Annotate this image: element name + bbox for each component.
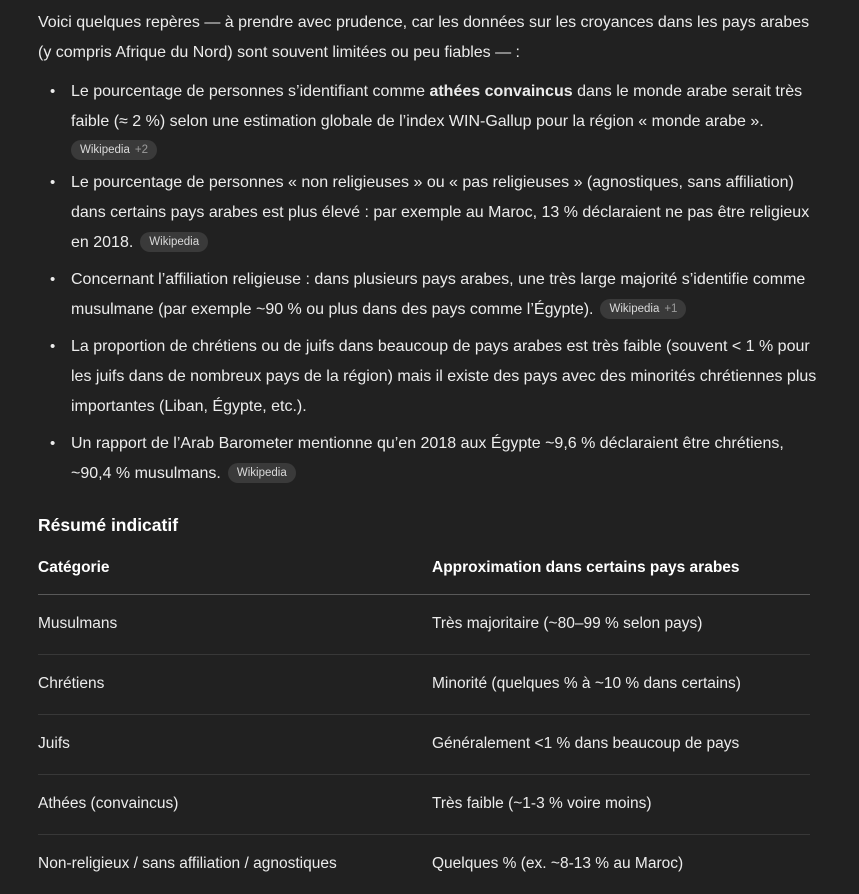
- citation-badge-label: Wikipedia: [149, 232, 199, 252]
- citation-badge-wikipedia[interactable]: [140, 232, 208, 252]
- bold-text: athées convaincus: [429, 83, 572, 100]
- value-cell: Quelques % (ex. ~8-13 % au Maroc): [432, 835, 810, 894]
- list-item-atheists: [50, 77, 821, 161]
- bullet-text: La proportion de chrétiens ou de juifs dans beaucoup de pays arabes est très faible (souvent < 1 % pour les juifs dans de nombreux pays de la région) mais il existe des pays avec des minorités chrétiennes plus importantes (Liban, Égypte, etc.).: [71, 338, 816, 415]
- bullet-list: [38, 77, 821, 489]
- table-row-christians: [38, 655, 810, 715]
- category-cell: Non-religieux / sans affiliation / agnostiques: [38, 835, 432, 894]
- value-cell: Très majoritaire (~80–99 % selon pays): [432, 595, 810, 655]
- citation-badge-label: Wikipedia: [80, 140, 130, 160]
- table-header-row: [38, 553, 810, 595]
- bullet-text: Un rapport de l’Arab Barometer mentionne qu’en 2018 aux Égypte ~9,6 % déclaraient être chrétiens, ~90,4 % musulmans.: [71, 435, 784, 482]
- table-row-non-religious: [38, 835, 810, 894]
- table-row-muslims: [38, 595, 810, 655]
- category-cell: Chrétiens: [38, 655, 432, 715]
- table-row-atheists: [38, 775, 810, 835]
- value-cell: Très faible (~1-3 % voire moins): [432, 775, 810, 835]
- list-item-affiliation: [50, 265, 821, 325]
- bullet-text: Concernant l’affiliation religieuse : dans plusieurs pays arabes, une très large majorité s’identifie comme musulmane (par exemple ~90 % ou plus dans des pays comme l’Égypte).: [71, 271, 805, 318]
- citation-badge-label: Wikipedia: [237, 463, 287, 483]
- value-cell: Généralement <1 % dans beaucoup de pays: [432, 715, 810, 775]
- category-cell: Athées (convaincus): [38, 775, 432, 835]
- summary-table: [38, 553, 810, 894]
- list-item-christians-jews: [50, 332, 821, 422]
- citation-badge-row: [71, 140, 821, 161]
- bullet-text: Le pourcentage de personnes « non religieuses » ou « pas religieuses » (agnostiques, sans affiliation) dans certains pays arabes est plus élevé : par exemple au Maroc, 13 % déclaraient ne pas être religieux en 2018.: [71, 174, 809, 251]
- citation-badge-label: Wikipedia: [609, 299, 659, 319]
- citation-badge-count: +1: [664, 299, 677, 319]
- citation-badge-wikipedia[interactable]: [228, 463, 296, 483]
- value-cell: Minorité (quelques % à ~10 % dans certains): [432, 655, 810, 715]
- list-item-arab-barometer: [50, 429, 821, 489]
- list-item-non-religious: [50, 168, 821, 258]
- table-row-jews: [38, 715, 810, 775]
- table-header-approximation: Approximation dans certains pays arabes: [432, 553, 810, 595]
- citation-badge-count: +2: [135, 140, 148, 160]
- table-header-category: Catégorie: [38, 553, 432, 595]
- intro-paragraph: Voici quelques repères — à prendre avec prudence, car les données sur les croyances dans les pays arabes (y compris Afrique du Nord) sont souvent limitées ou peu fiables — :: [38, 8, 821, 68]
- text-segment: dans le monde arabe serait très faible (≈ 2 %) selon une estimation globale de l’index WIN-Gallup pour la région « monde arabe ».: [71, 83, 802, 130]
- text-segment: Le pourcentage de personnes s’identifiant comme: [71, 83, 429, 100]
- citation-badge-wikipedia[interactable]: [71, 140, 157, 160]
- category-cell: Musulmans: [38, 595, 432, 655]
- citation-badge-wikipedia[interactable]: [600, 299, 686, 319]
- category-cell: Juifs: [38, 715, 432, 775]
- summary-heading: Résumé indicatif: [38, 513, 821, 537]
- bullet-text: [71, 83, 802, 130]
